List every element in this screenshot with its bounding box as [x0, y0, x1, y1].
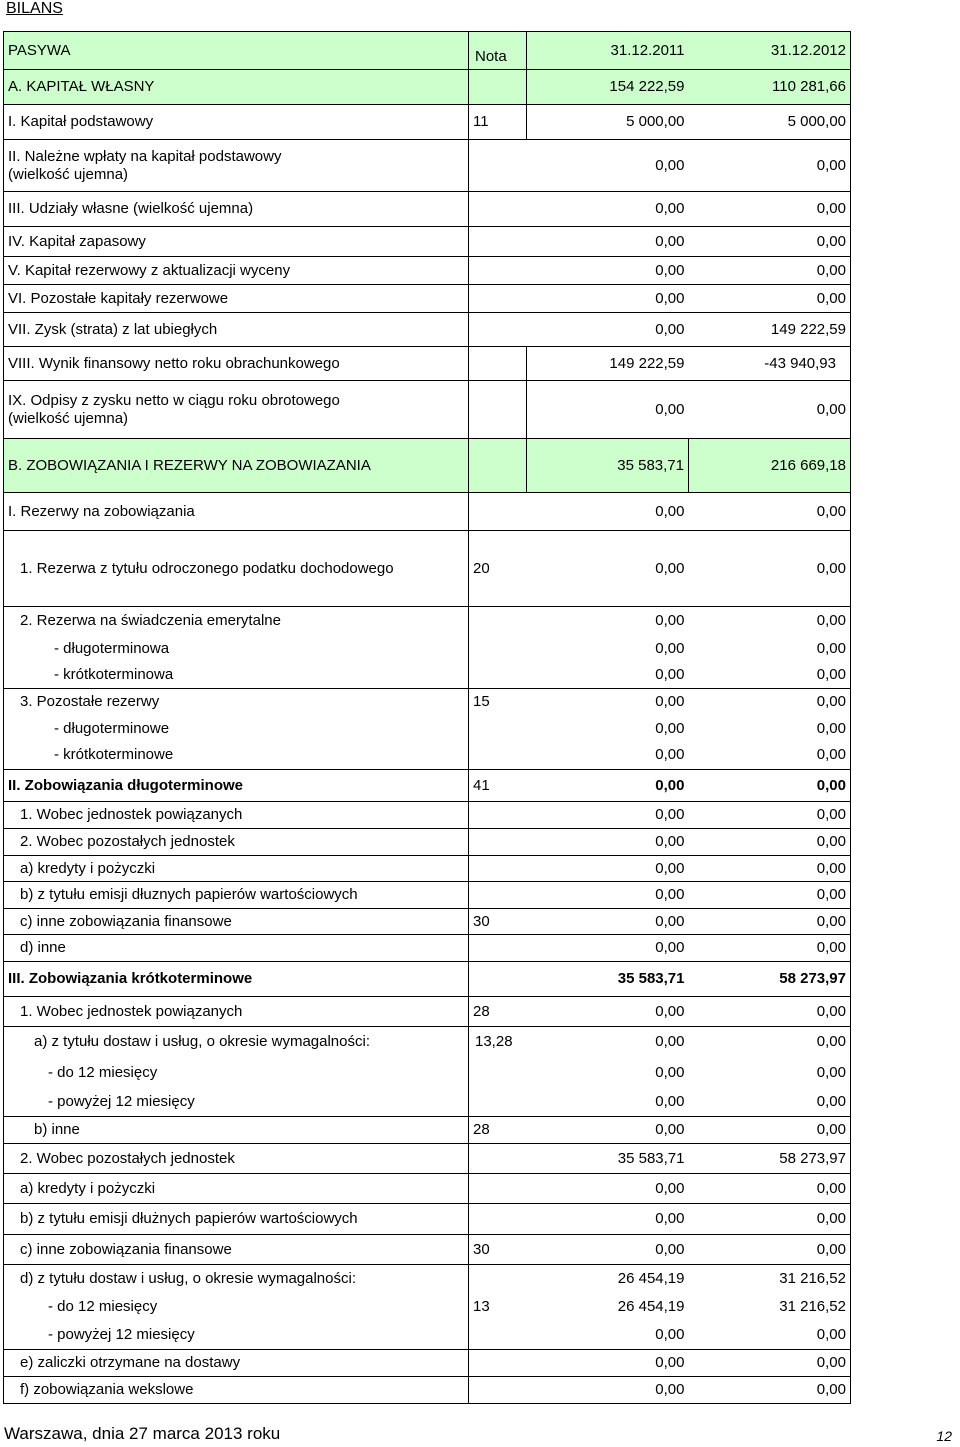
table-row: [4, 313, 851, 347]
row-label-line2: (wielkość ujemna): [8, 409, 129, 427]
row-label: b) z tytułu emisji dłuznych papierów wartościowych: [4, 882, 469, 909]
row-value-2011: 35 583,71: [527, 439, 689, 493]
row-nota: [469, 802, 527, 829]
row-value-2012: 0,00: [689, 997, 851, 1027]
table-row: [4, 140, 851, 192]
header-col2: 31.12.2012: [689, 32, 851, 70]
row-value-2011: 0,00: [527, 1117, 689, 1144]
table-row: [4, 663, 851, 689]
row-value-2012: 216 669,18: [689, 439, 851, 493]
table-row: [4, 909, 851, 935]
row-label: - długoterminowe: [4, 716, 469, 742]
row-value-2011: 0,00: [527, 689, 689, 716]
footer-place-date: Warszawa, dnia 27 marca 2013 roku: [4, 1424, 281, 1443]
row-nota: 28: [469, 997, 527, 1027]
row-nota: [469, 493, 527, 531]
row-label: c) inne zobowiązania finansowe: [4, 909, 469, 935]
row-label: - do 12 miesięcy: [4, 1058, 469, 1088]
row-label: 2. Rezerwa na świadczenia emerytalne: [4, 607, 469, 636]
row-label: d) z tytułu dostaw i usług, o okresie wymagalności:: [4, 1265, 469, 1293]
row-nota: [469, 856, 527, 882]
row-label: - krótkoterminowa: [4, 663, 469, 689]
row-value-2011: 0,00: [527, 829, 689, 856]
table-row: [4, 802, 851, 829]
row-value-2011: 149 222,59: [527, 347, 689, 381]
row-nota: [469, 742, 527, 770]
row-value-2012: 0,00: [689, 689, 851, 716]
table-row: [4, 1174, 851, 1204]
row-value-2011: 0,00: [527, 313, 689, 347]
row-label: I. Rezerwy na zobowiązania: [4, 493, 469, 531]
table-row: [4, 1377, 851, 1404]
row-value-2012: 0,00: [689, 1058, 851, 1088]
row-label: d) inne: [4, 935, 469, 962]
row-label: 2. Wobec pozostałych jednostek: [4, 1144, 469, 1174]
row-value-2011: 0,00: [527, 192, 689, 227]
row-value-2012: 0,00: [689, 1322, 851, 1350]
row-value-2012: 0,00: [689, 770, 851, 802]
row-value-2011: 0,00: [655, 666, 685, 684]
row-value-2011: 0,00: [655, 1326, 685, 1344]
row-value-2012: 0,00: [689, 829, 851, 856]
row-nota: [469, 636, 527, 663]
table-row: [4, 1088, 851, 1117]
row-label: - powyżej 12 miesięcy: [4, 1322, 469, 1350]
row-value-2011: 0,00: [655, 1092, 685, 1110]
row-value-2012: 0,00: [689, 935, 851, 962]
row-nota: [469, 1204, 527, 1235]
row-label: 1. Wobec jednostek powiązanych: [4, 802, 469, 829]
row-value-2012: 0,00: [689, 1088, 851, 1117]
row-value-2012: 0,00: [689, 882, 851, 909]
row-label: - powyżej 12 miesięcy: [4, 1088, 469, 1117]
row-value-2011: 0,00: [527, 856, 689, 882]
row-value-2011: 0,00: [655, 640, 685, 657]
row-value-2011: 35 583,71: [527, 962, 689, 997]
header-label: PASYWA: [4, 32, 469, 70]
row-value-2012: 31 216,52: [689, 1293, 851, 1322]
header-nota: Nota: [469, 32, 527, 70]
row-value-2011: 0,00: [527, 227, 689, 257]
row-label: A. KAPITAŁ WŁASNY: [4, 70, 469, 105]
row-label: a) kredyty i pożyczki: [4, 856, 469, 882]
row-value-2011: 0,00: [527, 140, 689, 192]
table-row: [4, 1293, 851, 1322]
row-value-2012: 0,00: [689, 607, 851, 636]
row-value-2011: 0,00: [527, 1174, 689, 1204]
row-value-2012: 0,00: [689, 716, 851, 742]
row-label: a) z tytułu dostaw i usług, o okresie wymagalności:: [4, 1027, 469, 1058]
table-row: [4, 962, 851, 997]
row-nota: 30: [469, 909, 527, 935]
row-value-2012: 0,00: [689, 636, 851, 663]
row-nota: [469, 935, 527, 962]
row-nota: [469, 607, 527, 636]
row-value-2012: 0,00: [689, 1174, 851, 1204]
row-value-2011: 0,00: [655, 719, 685, 737]
table-row: [4, 1027, 851, 1058]
table-row: [4, 381, 851, 439]
row-nota: [469, 257, 527, 285]
row-label: 1. Rezerwa z tytułu odroczonego podatku dochodowego: [4, 531, 469, 607]
row-nota: [469, 1174, 527, 1204]
row-value-2011: 5 000,00: [527, 105, 689, 140]
row-label: II. Zobowiązania długoterminowe: [4, 770, 469, 802]
row-nota: 28: [469, 1117, 527, 1144]
table-row: [4, 1265, 851, 1293]
row-value-2011: 26 454,19: [617, 1298, 685, 1315]
row-value-2012: 0,00: [689, 802, 851, 829]
page-number: 12: [936, 1428, 952, 1444]
row-nota: [469, 347, 527, 381]
row-nota: [469, 439, 527, 493]
table-row: [4, 1058, 851, 1088]
row-value-2012: 0,00: [689, 909, 851, 935]
row-value-2012: 0,00: [689, 663, 851, 689]
row-nota: 13: [469, 1293, 527, 1322]
row-nota: 41: [469, 770, 527, 802]
row-label: III. Udziały własne (wielkość ujemna): [4, 192, 469, 227]
row-value-2012: 0,00: [689, 1350, 851, 1377]
table-row: [4, 716, 851, 742]
row-value-2012: 110 281,66: [689, 70, 851, 105]
row-value-2012: 0,00: [689, 285, 851, 313]
row-value-2011: 0,00: [527, 935, 689, 962]
table-row: [4, 285, 851, 313]
row-value-2011: 0,00: [527, 257, 689, 285]
row-label: c) inne zobowiązania finansowe: [4, 1235, 469, 1265]
row-value-2011: 0,00: [527, 1235, 689, 1265]
table-row: [4, 742, 851, 770]
row-nota: [469, 313, 527, 347]
row-value-2011: 0,00: [527, 909, 689, 935]
row-nota: [469, 1088, 527, 1117]
row-value-2011: 154 222,59: [527, 70, 689, 105]
row-label: IV. Kapitał zapasowy: [4, 227, 469, 257]
row-label: 1. Wobec jednostek powiązanych: [4, 997, 469, 1027]
row-value-2011: 35 583,71: [527, 1144, 689, 1174]
row-label: 3. Pozostałe rezerwy: [4, 689, 469, 716]
table-header-row: [4, 32, 851, 70]
table-row: [4, 1144, 851, 1174]
row-label: I. Kapitał podstawowy: [4, 105, 469, 140]
row-label: V. Kapitał rezerwowy z aktualizacji wyceny: [4, 257, 469, 285]
row-label: III. Zobowiązania krótkoterminowe: [4, 962, 469, 997]
row-nota: [469, 140, 527, 192]
row-label: a) kredyty i pożyczki: [4, 1174, 469, 1204]
row-value-2012: 0,00: [689, 1204, 851, 1235]
row-value-2011: 0,00: [527, 1350, 689, 1377]
row-nota: [469, 1377, 527, 1404]
row-label: e) zaliczki otrzymane na dostawy: [4, 1350, 469, 1377]
row-value-2011: 0,00: [527, 882, 689, 909]
row-label: 2. Wobec pozostałych jednostek: [4, 829, 469, 856]
table-row: [4, 531, 851, 607]
row-nota: [469, 1322, 527, 1350]
row-label: VIII. Wynik finansowy netto roku obrachunkowego: [4, 347, 469, 381]
table-row: [4, 689, 851, 716]
row-value-2011: 0,00: [527, 770, 689, 802]
table-row: [4, 192, 851, 227]
row-value-2012: 0,00: [689, 531, 851, 607]
row-value-2011: 0,00: [527, 285, 689, 313]
row-nota: [469, 1144, 527, 1174]
table-row: [4, 636, 851, 663]
table-row: [4, 607, 851, 636]
row-label: [4, 140, 469, 192]
row-nota: [469, 285, 527, 313]
row-label-line1: IX. Odpisy z zysku netto w ciągu roku obrotowego: [8, 391, 340, 409]
row-value-2012: 0,00: [689, 493, 851, 531]
row-label: VII. Zysk (strata) z lat ubiegłych: [4, 313, 469, 347]
row-value-2012: 149 222,59: [689, 313, 851, 347]
document-title: BILANS: [6, 0, 63, 17]
row-value-2011: 0,00: [527, 381, 689, 439]
row-label: b) z tytułu emisji dłużnych papierów wartościowych: [4, 1204, 469, 1235]
row-label: f) zobowiązania wekslowe: [4, 1377, 469, 1404]
row-nota: [469, 882, 527, 909]
row-label: VI. Pozostałe kapitały rezerwowe: [4, 285, 469, 313]
table-row: [4, 1117, 851, 1144]
row-label-line1: II. Należne wpłaty na kapitał podstawowy: [8, 147, 282, 165]
row-value-2011: 0,00: [527, 1204, 689, 1235]
table-row: [4, 997, 851, 1027]
row-value-2012: 0,00: [689, 381, 851, 439]
row-value-2011: 0,00: [655, 1063, 685, 1081]
table-row: [4, 105, 851, 140]
row-label: [4, 381, 469, 439]
row-value-2012: 0,00: [689, 227, 851, 257]
row-value-2012: 0,00: [689, 140, 851, 192]
row-value-2011: 0,00: [527, 997, 689, 1027]
row-value-2011: 0,00: [527, 493, 689, 531]
row-value-2011: 0,00: [527, 802, 689, 829]
row-label: B. ZOBOWIĄZANIA I REZERWY NA ZOBOWIAZANIA: [4, 439, 469, 493]
row-label-line2: (wielkość ujemna): [8, 165, 129, 183]
row-value-2011: 0,00: [527, 607, 689, 636]
row-label: - długoterminowa: [4, 636, 469, 663]
row-nota: [469, 1350, 527, 1377]
row-nota: 13,28: [469, 1027, 527, 1058]
row-value-2011: 0,00: [527, 1027, 689, 1058]
row-nota: 15: [469, 689, 527, 716]
table-row: [4, 493, 851, 531]
row-value-2012: 5 000,00: [689, 105, 851, 140]
row-value-2012: 0,00: [689, 1377, 851, 1404]
row-nota: [469, 663, 527, 689]
row-value-2012: -43 940,93: [689, 347, 851, 381]
row-nota: [469, 962, 527, 997]
row-value-2012: 0,00: [689, 856, 851, 882]
row-value-2012: 58 273,97: [689, 962, 851, 997]
row-value-2012: 31 216,52: [689, 1265, 851, 1293]
row-nota: 20: [469, 531, 527, 607]
row-nota: [469, 1265, 527, 1293]
row-nota: [469, 381, 527, 439]
balance-sheet-table: [3, 31, 851, 1404]
row-nota: 30: [469, 1235, 527, 1265]
table-row: [4, 770, 851, 802]
row-value-2012: 0,00: [689, 257, 851, 285]
table-row: [4, 1204, 851, 1235]
row-value-2011: 0,00: [655, 746, 685, 764]
row-value-2012: 0,00: [689, 1027, 851, 1058]
table-row: [4, 935, 851, 962]
row-label: - krótkoterminowe: [4, 742, 469, 770]
row-nota: [469, 829, 527, 856]
table-row: [4, 227, 851, 257]
row-value-2012: 58 273,97: [689, 1144, 851, 1174]
table-row: [4, 70, 851, 105]
row-value-2012: 0,00: [689, 1235, 851, 1265]
header-col1: 31.12.2011: [527, 32, 689, 70]
table-row: [4, 1322, 851, 1350]
row-nota: [469, 227, 527, 257]
row-value-2011: 26 454,19: [527, 1265, 689, 1293]
table-row: [4, 439, 851, 493]
row-nota: [469, 70, 527, 105]
table-row: [4, 882, 851, 909]
row-value-2011: 0,00: [527, 1377, 689, 1404]
row-value-2011: 0,00: [527, 531, 689, 607]
row-label: b) inne: [4, 1117, 469, 1144]
row-value-2012: 0,00: [689, 1117, 851, 1144]
table-row: [4, 1235, 851, 1265]
row-nota: [469, 1058, 527, 1088]
row-nota: 11: [469, 105, 527, 140]
table-row: [4, 856, 851, 882]
row-nota: [469, 716, 527, 742]
row-value-2012: 0,00: [689, 192, 851, 227]
row-nota: [469, 192, 527, 227]
row-value-2012: 0,00: [689, 742, 851, 770]
table-row: [4, 829, 851, 856]
row-label: - do 12 miesięcy: [4, 1293, 469, 1322]
table-row: [4, 1350, 851, 1377]
table-row: [4, 257, 851, 285]
table-row: [4, 347, 851, 381]
